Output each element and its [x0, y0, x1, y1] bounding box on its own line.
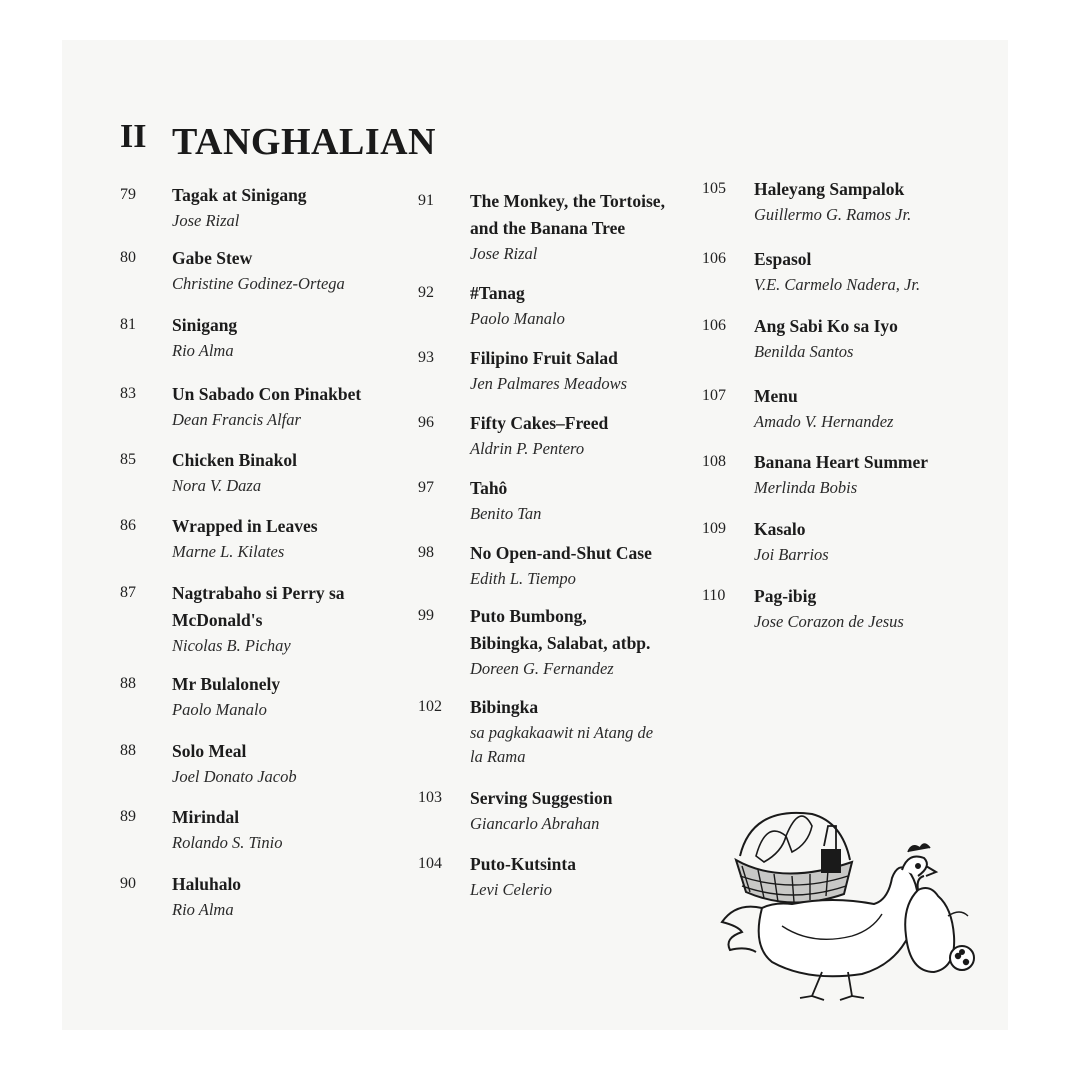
entry-title: Serving Suggestion	[470, 788, 613, 808]
entry-title: #Tanag	[470, 283, 525, 303]
page-number: 93	[418, 349, 434, 366]
entry-title-cont: Bibingka, Salabat, atbp.	[470, 633, 651, 653]
page-number: 88	[120, 675, 136, 692]
page-number: 79	[120, 186, 136, 203]
page-number: 106	[702, 250, 726, 267]
entry-author: Nora V. Daza	[172, 476, 262, 495]
entry-title: Ang Sabi Ko sa Iyo	[754, 316, 898, 336]
entry-author: Rio Alma	[172, 341, 234, 360]
entry-author: Paolo Manalo	[172, 700, 267, 719]
entry-author: Aldrin P. Pentero	[470, 439, 585, 458]
entry-title: Kasalo	[754, 519, 806, 539]
page-number: 103	[418, 789, 442, 806]
entry-title: Haluhalo	[172, 874, 242, 894]
entry-author: Merlinda Bobis	[754, 478, 858, 497]
entry-title: Mr Bulalonely	[172, 674, 281, 694]
entry-author: Guillermo G. Ramos Jr.	[754, 205, 912, 224]
basket-icon	[736, 813, 852, 903]
section-number: II	[120, 118, 147, 155]
page-number: 85	[120, 451, 136, 468]
entry-title: Sinigang	[172, 315, 238, 335]
entry-author: Benilda Santos	[754, 342, 854, 361]
entry-author: Giancarlo Abrahan	[470, 814, 600, 833]
entry-author: Amado V. Hernandez	[754, 412, 894, 431]
entry-title: Mirindal	[172, 807, 240, 827]
entry-title: Haleyang Sampalok	[754, 179, 905, 199]
entry-author: Benito Tan	[470, 504, 542, 523]
entry-author: Jose Rizal	[470, 244, 538, 263]
page-number: 92	[418, 284, 434, 301]
entry-title: Tagak at Sinigang	[172, 185, 307, 205]
entry-author: Joi Barrios	[754, 545, 829, 564]
entry-author: Dean Francis Alfar	[172, 410, 301, 429]
entry-title: The Monkey, the Tortoise,	[470, 191, 665, 211]
entry-title: Chicken Binakol	[172, 450, 297, 470]
page-number: 108	[702, 453, 726, 470]
entry-author: Edith L. Tiempo	[470, 569, 576, 588]
entry-title-cont: McDonald's	[172, 610, 263, 630]
entry-title: Gabe Stew	[172, 248, 253, 268]
entry-title: Un Sabado Con Pinakbet	[172, 384, 362, 404]
page-number: 97	[418, 479, 434, 496]
page-number: 80	[120, 249, 136, 266]
page-number: 88	[120, 742, 136, 759]
entry-title: Solo Meal	[172, 741, 247, 761]
page-number: 90	[120, 875, 136, 892]
page-number: 89	[120, 808, 136, 825]
entry-author: Jose Corazon de Jesus	[754, 612, 904, 631]
entry-subtitle: sa pagkakaawit ni Atang de	[470, 723, 654, 742]
entry-title: Menu	[754, 386, 798, 406]
entry-title: Banana Heart Summer	[754, 452, 929, 472]
entry-author: Paolo Manalo	[470, 309, 565, 328]
entry-author: Rio Alma	[172, 900, 234, 919]
entry-title: Filipino Fruit Salad	[470, 348, 618, 368]
entry-author: Marne L. Kilates	[172, 542, 285, 561]
page-number: 109	[702, 520, 726, 537]
page-number: 102	[418, 698, 442, 715]
page-number: 104	[418, 855, 442, 872]
section-title: TANGHALIAN	[172, 121, 436, 163]
page-number: 107	[702, 387, 726, 404]
entry-title: Fifty Cakes–Freed	[470, 413, 609, 433]
hen-with-basket-illustration	[712, 796, 982, 1006]
page-number: 83	[120, 385, 136, 402]
entry-title: Nagtrabaho si Perry sa	[172, 583, 345, 603]
entry-author: Levi Celerio	[470, 880, 553, 899]
entry-subtitle-cont: la Rama	[470, 747, 526, 766]
entry-title: Tahô	[470, 478, 508, 498]
page-number: 87	[120, 584, 136, 601]
entry-title: Wrapped in Leaves	[172, 516, 318, 536]
page-number: 86	[120, 517, 136, 534]
entry-title: Puto-Kutsinta	[470, 854, 576, 874]
page-number: 81	[120, 316, 136, 333]
page-number: 106	[702, 317, 726, 334]
entry-author: Nicolas B. Pichay	[172, 636, 291, 655]
entry-title: Bibingka	[470, 697, 539, 717]
page-number: 110	[702, 587, 726, 604]
entry-author: Doreen G. Fernandez	[470, 659, 614, 678]
page-number: 96	[418, 414, 434, 431]
entry-author: V.E. Carmelo Nadera, Jr.	[754, 275, 921, 294]
entry-title: Espasol	[754, 249, 812, 269]
entry-author: Christine Godinez-Ortega	[172, 274, 345, 293]
entry-author: Jose Rizal	[172, 211, 240, 230]
entry-author: Jen Palmares Meadows	[470, 374, 628, 393]
page-number: 99	[418, 607, 434, 624]
entry-title-cont: and the Banana Tree	[470, 218, 626, 238]
page-number: 91	[418, 192, 434, 209]
entry-title: Puto Bumbong,	[470, 606, 587, 626]
page-number: 105	[702, 180, 726, 197]
entry-author: Joel Donato Jacob	[172, 767, 297, 786]
entry-author: Rolando S. Tinio	[172, 833, 283, 852]
page-number: 98	[418, 544, 434, 561]
entry-title: Pag-ibig	[754, 586, 817, 606]
entry-title: No Open-and-Shut Case	[470, 543, 652, 563]
